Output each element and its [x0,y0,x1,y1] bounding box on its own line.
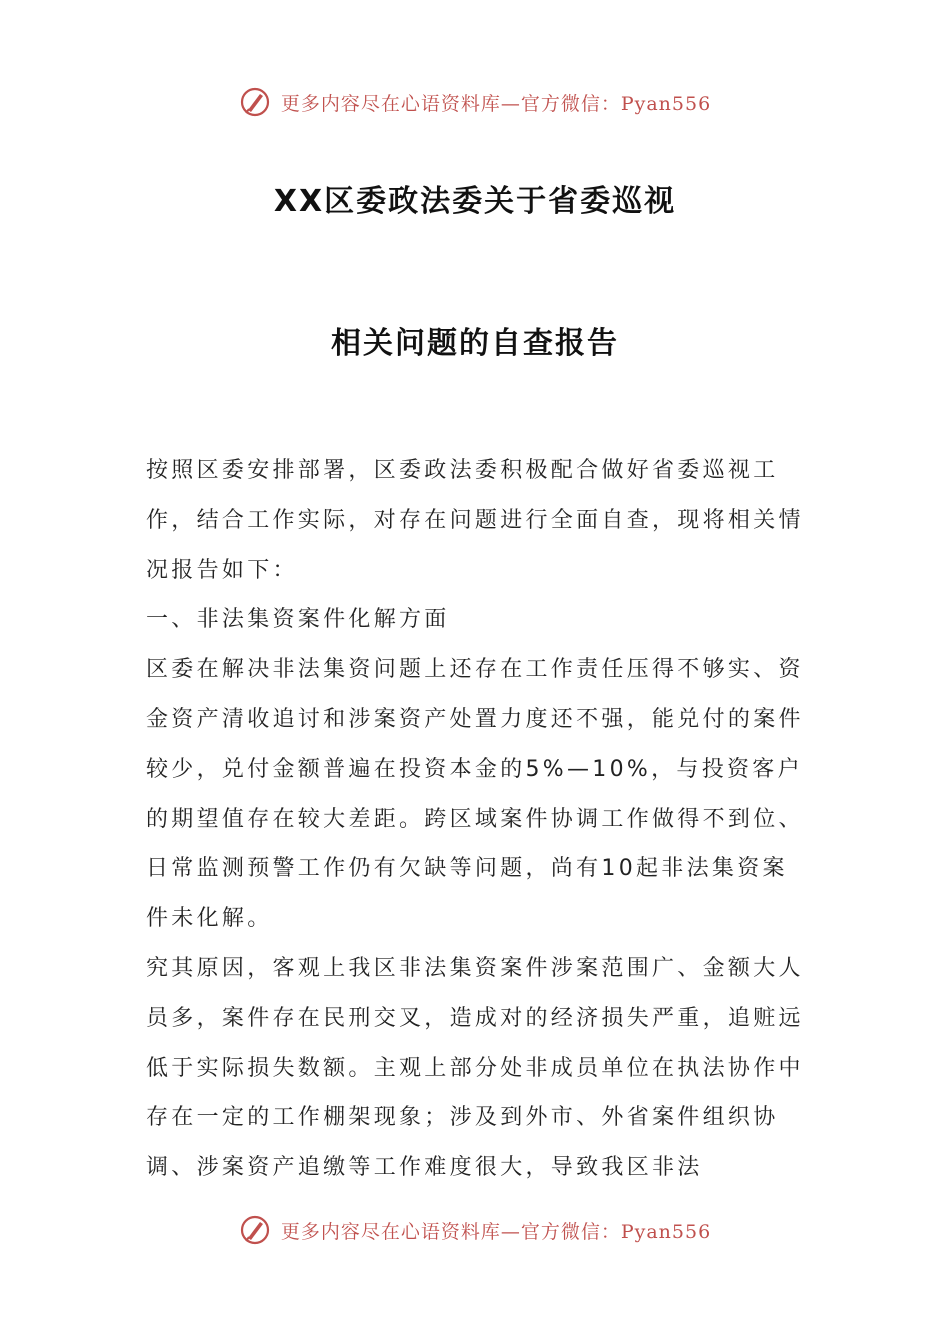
document-title-line-2: 相关问题的自查报告 [331,326,619,361]
watermark-text: 更多内容尽在心语资料库—官方微信：Pyan556 [280,1220,712,1243]
quill-pen-logo-icon [239,1214,271,1246]
watermark-text: 更多内容尽在心语资料库—官方微信：Pyan556 [280,92,712,115]
document-title-line-1: XX区委政法委关于省委巡视 [273,184,677,219]
header-watermark-banner [0,80,950,124]
section-heading-1: 一、非法集资案件化解方面 [146,607,450,633]
paragraph-intro: 按照区委安排部署，区委政法委积极配合做好省委巡视工作，结合工作实际，对存在问题进行全面自查，现将相关情况报告如下： [146,458,804,583]
footer-watermark-banner [0,1208,950,1252]
paragraph-issues: 区委在解决非法集资问题上还存在工作责任压得不够实、资金资产清收追讨和涉案资产处置力度还不强，能兑付的案件较少，兑付金额普遍在投资本金的5%—10%，与投资客户的期望值存在较大差距。跨区域案件协调工作做得不到位、日常监测预警工作仍有欠缺等问题，尚有10起非法集资案件未化解。 [146,657,804,932]
document-body [146,446,806,1193]
quill-pen-logo-icon [239,86,271,118]
paragraph-causes: 究其原因，客观上我区非法集资案件涉案范围广、金额大人员多，案件存在民刑交叉，造成对的经济损失严重，追赃远低于实际损失数额。主观上部分处非成员单位在执法协作中存在一定的工作棚架现象；涉及到外市、外省案件组织协调、涉案资产追缴等工作难度很大，导致我区非法 [146,955,804,1181]
